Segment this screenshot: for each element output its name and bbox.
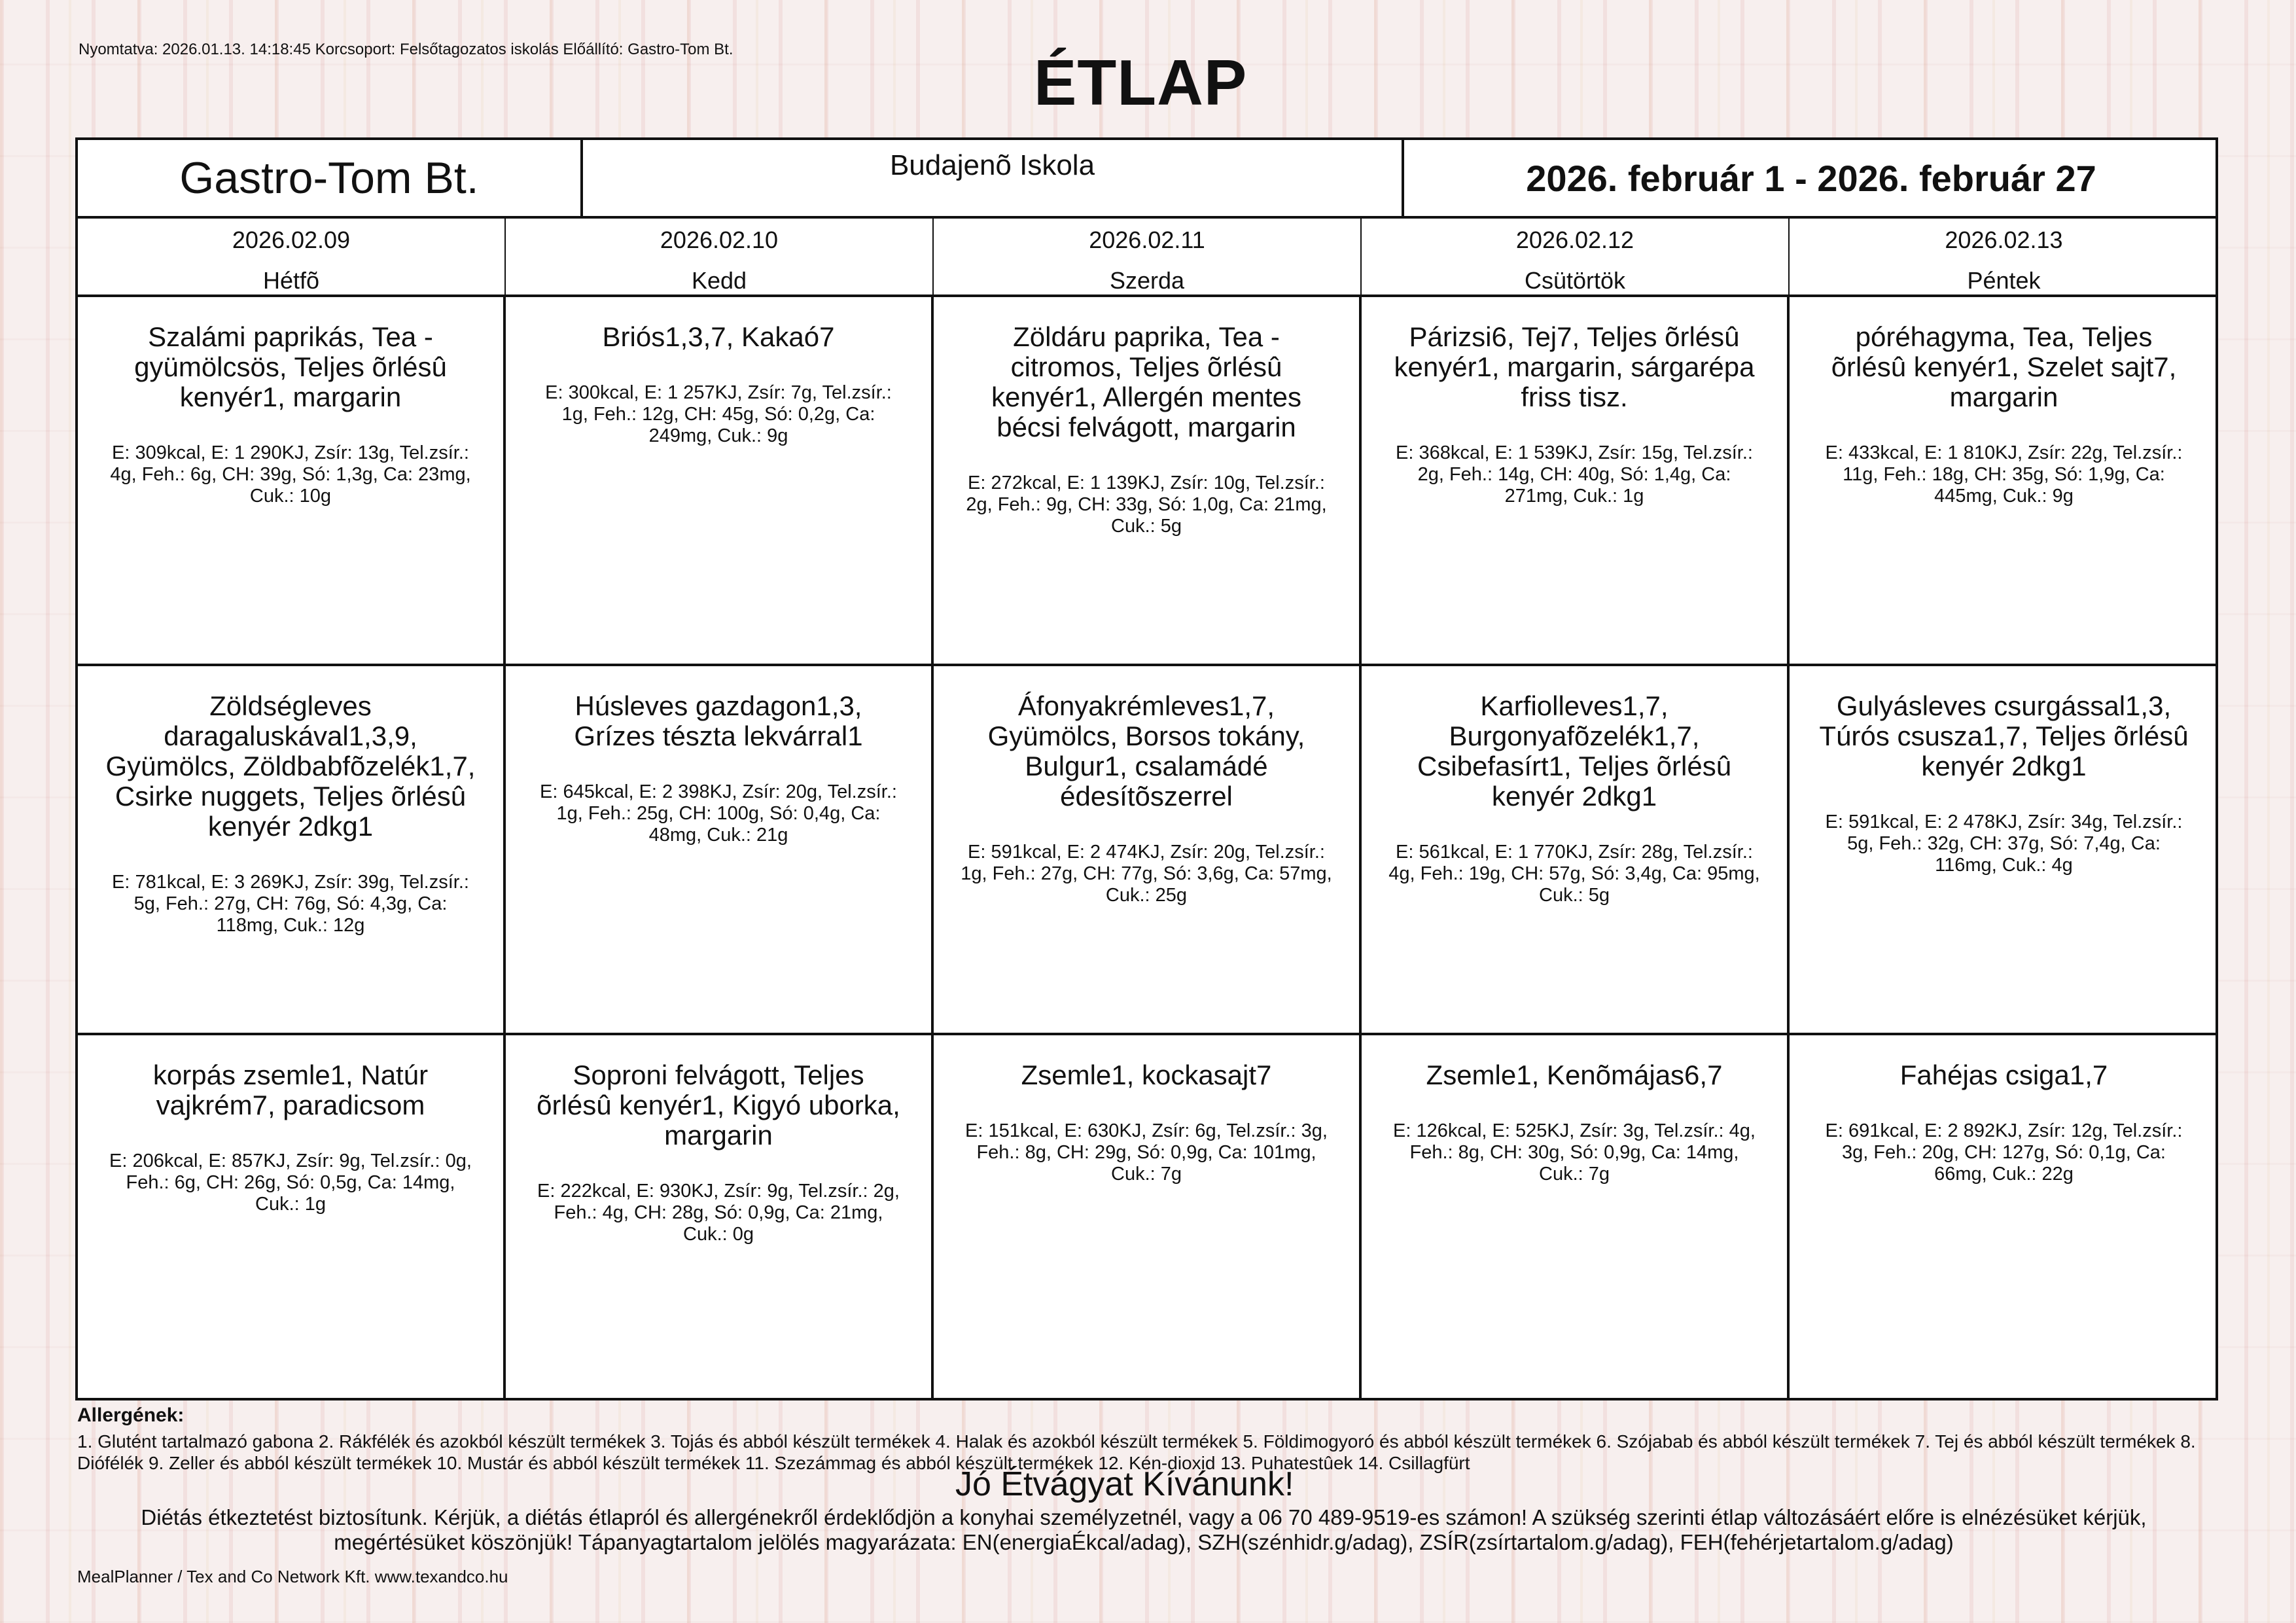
day-date: 2026.02.09 [232,226,351,253]
food-items: Briós1,3,7, Kakaó7 [602,321,835,352]
day-date: 2026.02.10 [660,226,779,253]
menu-cell-fri-3 [1790,1035,2218,1400]
menu-cell-tue-1 [506,297,934,666]
menu-cell-fri-1 [1790,297,2218,666]
food-items: Szalámi paprikás, Tea - gyümölcsös, Teljes õrlésû kenyér1, margarin [134,321,447,412]
top-print-note: Nyomtatva: 2026.01.13. 14:18:45 Korcsoport: Felsőtagozatos iskolás Előállító: Gastro-Tom Bt. [79,41,733,58]
food-items: Karfiolleves1,7, Burgonyafõzelék1,7, Csibefasírt1, Teljes õrlésû kenyér 2dkg1 [1417,690,1732,812]
food-items: Soproni felvágott, Teljes õrlésû kenyér1, Kigyó uborka, margarin [537,1060,900,1150]
nutrition-info: E: 222kcal, E: 930KJ, Zsír: 9g, Tel.zsír.: 2g, Feh.: 4g, CH: 28g, Só: 0,9g, Ca: 21mg, Cuk.: 0g [537,1181,900,1245]
food-items: Zöldáru paprika, Tea - citromos, Teljes õrlésû kenyér1, Allergén mentes bécsi felvágott, margarin [991,321,1301,442]
page-title: ÉTLAP [1034,46,1248,118]
day-name: Szerda [1109,267,1185,294]
nutrition-info: E: 368kcal, E: 1 539KJ, Zsír: 15g, Tel.zsír.: 2g, Feh.: 14g, CH: 40g, Só: 1,4g, Ca: 271mg, Cuk.: 1g [1396,442,1753,507]
food-items: Párizsi6, Tej7, Teljes õrlésû kenyér1, margarin, sárgarépa friss tisz. [1394,321,1755,412]
menu-cell-wed-1 [934,297,1362,666]
day-date: 2026.02.13 [1945,226,2063,253]
day-header-tuesday [506,219,934,297]
menu-cell-mon-2 [78,666,506,1035]
nutrition-info: E: 272kcal, E: 1 139KJ, Zsír: 10g, Tel.zsír.: 2g, Feh.: 9g, CH: 33g, Só: 1,0g, Ca: 21mg, Cuk.: 5g [966,473,1327,537]
day-header-friday [1790,219,2218,297]
allergens-title: Allergének: [77,1404,185,1426]
nutrition-info: E: 591kcal, E: 2 478KJ, Zsír: 34g, Tel.zsír.: 5g, Feh.: 32g, CH: 37g, Só: 7,4g, Ca: 116mg, Cuk.: 4g [1825,812,2183,876]
menu-cell-thu-2 [1362,666,1790,1035]
dietary-note: Diétás étkeztetést biztosítunk. Kérjük, a diétás étlapról és allergénekről érdeklődjön a konyhai személyzetnél, vagy a 06 70 489-9519-es számon! A szükség szerinti étlap változásáért előre is elnézésüket kérjük, megértésüket köszönjük! Tápanyagtartalom jelölés magyarázata: EN(energiaÉkcal/adag), SZH(szénhidr.g/adag), ZSÍR(zsírtartalom.g/adag), FEH(fehérjetartalom.g/adag) [141,1505,2147,1554]
nutrition-info: E: 691kcal, E: 2 892KJ, Zsír: 12g, Tel.zsír.: 3g, Feh.: 20g, CH: 127g, Só: 0,1g, Ca: 66mg, Cuk.: 22g [1825,1120,2183,1185]
food-items: póréhagyma, Tea, Teljes õrlésû kenyér1, Szelet sajt7, margarin [1831,321,2177,412]
food-items: Zsemle1, Kenõmájas6,7 [1426,1060,1723,1090]
food-items: Húsleves gazdagon1,3, Grízes tészta lekvárral1 [574,690,863,751]
day-name: Hétfõ [262,267,320,294]
nutrition-info: E: 561kcal, E: 1 770KJ, Zsír: 28g, Tel.zsír.: 4g, Feh.: 19g, CH: 57g, Só: 3,4g, Ca: 95mg, Cuk.: 5g [1388,842,1760,906]
menu-cell-tue-2 [506,666,934,1035]
menu-cell-tue-3 [506,1035,934,1400]
nutrition-info: E: 126kcal, E: 525KJ, Zsír: 3g, Tel.zsír.: 4g, Feh.: 8g, CH: 30g, Só: 0,9g, Ca: 14mg, Cuk.: 7g [1393,1120,1756,1185]
food-items: Zöldségleves daragaluskával1,3,9, Gyümölcs, Zöldbabfõzelék1,7, Csirke nuggets, Teljes õrlésû kenyér 2dkg1 [105,690,476,842]
nutrition-info: E: 206kcal, E: 857KJ, Zsír: 9g, Tel.zsír.: 0g, Feh.: 6g, CH: 26g, Só: 0,5g, Ca: 14mg, Cuk.: 1g [109,1150,472,1215]
menu-cell-thu-3 [1362,1035,1790,1400]
footer-brand: MealPlanner / Tex and Co Network Kft. www.texandco.hu [77,1567,508,1586]
menu-cell-wed-2 [934,666,1362,1035]
day-name: Csütörtök [1524,267,1626,294]
nutrition-info: E: 151kcal, E: 630KJ, Zsír: 6g, Tel.zsír.: 3g, Feh.: 8g, CH: 29g, Só: 0,9g, Ca: 101mg, Cuk.: 7g [965,1120,1328,1185]
day-name: Péntek [1967,267,2041,294]
nutrition-info: E: 300kcal, E: 1 257KJ, Zsír: 7g, Tel.zsír.: 1g, Feh.: 12g, CH: 45g, Só: 0,2g, Ca: 249mg, Cuk.: 9g [545,382,892,446]
nutrition-info: E: 309kcal, E: 1 290KJ, Zsír: 13g, Tel.zsír.: 4g, Feh.: 6g, CH: 39g, Só: 1,3g, Ca: 23mg, Cuk.: 10g [110,442,471,507]
menu-cell-mon-3 [78,1035,506,1400]
school-name: Budajenõ Iskola [583,140,1404,219]
nutrition-info: E: 645kcal, E: 2 398KJ, Zsír: 20g, Tel.zsír.: 1g, Feh.: 25g, CH: 100g, Só: 0,4g, Ca: 48mg, Cuk.: 21g [540,781,897,846]
food-items: Fahéjas csiga1,7 [1899,1060,2108,1090]
day-header-thursday [1362,219,1790,297]
food-items: korpás zsemle1, Natúr vajkrém7, paradicsom [152,1060,429,1120]
bon-appetit: Jó Étvágyat Kívánunk! [955,1465,1294,1503]
food-items: Zsemle1, kockasajt7 [1021,1060,1272,1090]
food-items: Áfonyakrémleves1,7, Gyümölcs, Borsos tokány, Bulgur1, csalamádé édesítõszerrel [987,690,1305,812]
menu-cell-thu-1 [1362,297,1790,666]
menu-period: 2026. február 1 - 2026. február 27 [1404,140,2218,219]
day-date: 2026.02.11 [1089,226,1205,253]
day-name: Kedd [691,267,747,294]
nutrition-info: E: 433kcal, E: 1 810KJ, Zsír: 22g, Tel.zsír.: 11g, Feh.: 18g, CH: 35g, Só: 1,9g, Ca: 445mg, Cuk.: 9g [1825,442,2183,507]
food-items: Gulyásleves csurgással1,3, Túrós csusza1,7, Teljes õrlésû kenyér 2dkg1 [1819,690,2189,781]
day-header-monday [78,219,506,297]
day-header-wednesday [934,219,1362,297]
allergens-list: 1. Glutént tartalmazó gabona 2. Rákfélék és azokból készült termékek 3. Tojás és abból készült termékek 4. Halak és azokból készült termékek 5. Földimogyoró és abból készült termékek 6. Szójabab és abból készült termékek 7. Tej és abból készült termékek 8. Diófélék 9. Zeller és abból készült termékek 10. Mustár és abból készült termékek 11. Szezámmag és abból készült termékek 12. Kén-dioxid 13. Puhatestûek 14. Csillagfürt [77,1431,2196,1473]
menu-cell-fri-2 [1790,666,2218,1035]
day-date: 2026.02.12 [1515,226,1634,253]
menu-cell-mon-1 [78,297,506,666]
nutrition-info: E: 591kcal, E: 2 474KJ, Zsír: 20g, Tel.zsír.: 1g, Feh.: 27g, CH: 77g, Só: 3,6g, Ca: 57mg, Cuk.: 25g [961,842,1332,906]
menu-cell-wed-3 [934,1035,1362,1400]
provider-name: Gastro-Tom Bt. [78,140,583,219]
menu-sheet [75,137,2218,1400]
nutrition-info: E: 781kcal, E: 3 269KJ, Zsír: 39g, Tel.zsír.: 5g, Feh.: 27g, CH: 76g, Só: 4,3g, Ca: 118mg, Cuk.: 12g [112,872,469,936]
